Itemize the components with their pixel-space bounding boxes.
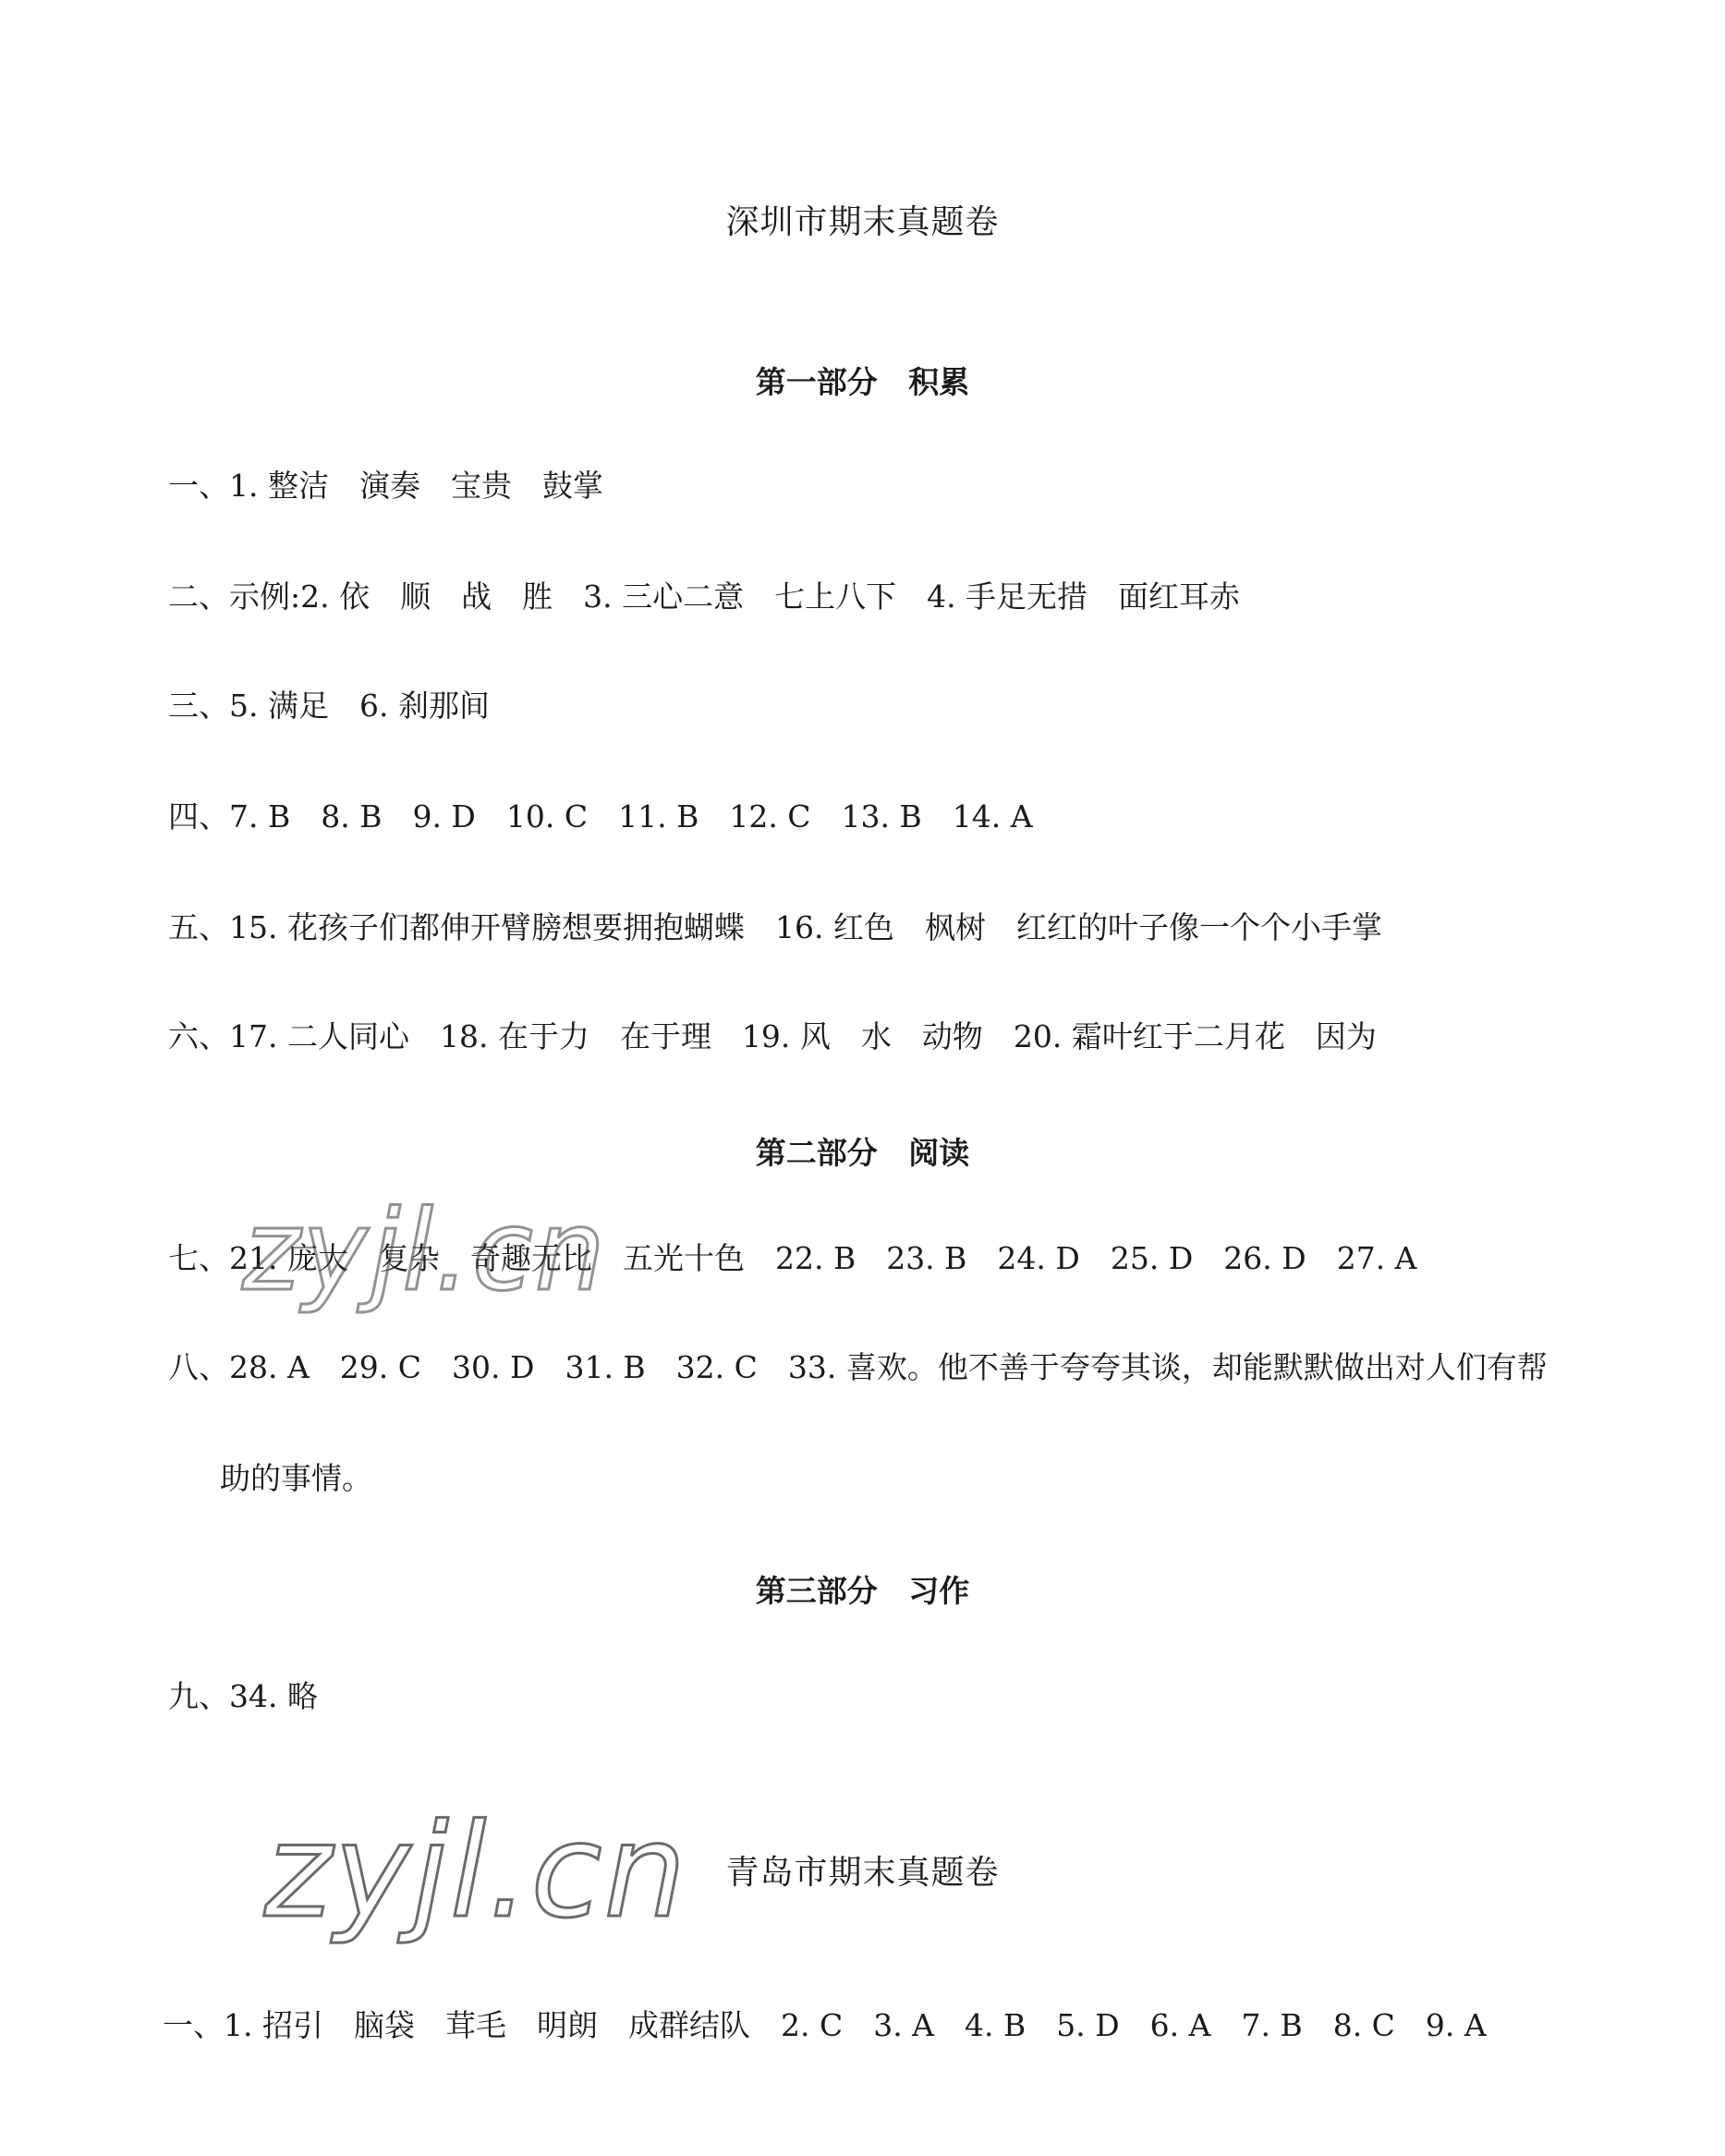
answer-line-1: 一、1. 整洁 演奏 宝贵 鼓掌 — [168, 468, 603, 504]
answer-line-8-continued: 助的事情。 — [220, 1460, 372, 1496]
answer-line-5: 五、15. 花孩子们都伸开臂膀想要拥抱蝴蝶 16. 红色 枫树 红红的叶子像一个个小手掌 — [168, 909, 1382, 945]
answer-line-9: 九、34. 略 — [168, 1678, 318, 1714]
answer-line-2: 二、示例:2. 依 顺 战 胜 3. 三心二意 七上八下 4. 手足无措 面红耳赤 — [168, 579, 1241, 615]
answer-line-6: 六、17. 二人同心 18. 在于力 在于理 19. 风 水 动物 20. 霜叶红于二月花 因为 — [168, 1018, 1377, 1054]
qingdao-title: 青岛市期末真题卷 — [725, 1854, 1000, 1892]
qingdao-answer-line-1: 一、1. 招引 脑袋 茸毛 明朗 成群结队 2. C 3. A 4. B 5. D 6. A 7. B 8. C 9. A — [163, 2007, 1487, 2043]
part1-heading: 第一部分 积累 — [755, 364, 970, 400]
part3-heading: 第三部分 习作 — [755, 1573, 970, 1609]
watermark-logo-2: zyjl.cn — [264, 1797, 688, 1947]
watermark-logo-1: zyjl.cn — [242, 1188, 607, 1316]
answer-line-8: 八、28. A 29. C 30. D 31. B 32. C 33. 喜欢。他不善于夸夸其谈，却能默默做出对人们有帮 — [168, 1349, 1548, 1385]
answer-line-4: 四、7. B 8. B 9. D 10. C 11. B 12. C 13. B 14. A — [168, 798, 1033, 834]
answer-line-3: 三、5. 满足 6. 刹那间 — [168, 688, 490, 724]
part2-heading: 第二部分 阅读 — [755, 1135, 970, 1171]
shenzhen-title: 深圳市期末真题卷 — [725, 203, 1000, 241]
answer-line-7: 七、21. 庞大 复杂 奇趣无比 五光十色 22. B 23. B 24. D 25. D 26. D 27. A — [168, 1240, 1417, 1276]
